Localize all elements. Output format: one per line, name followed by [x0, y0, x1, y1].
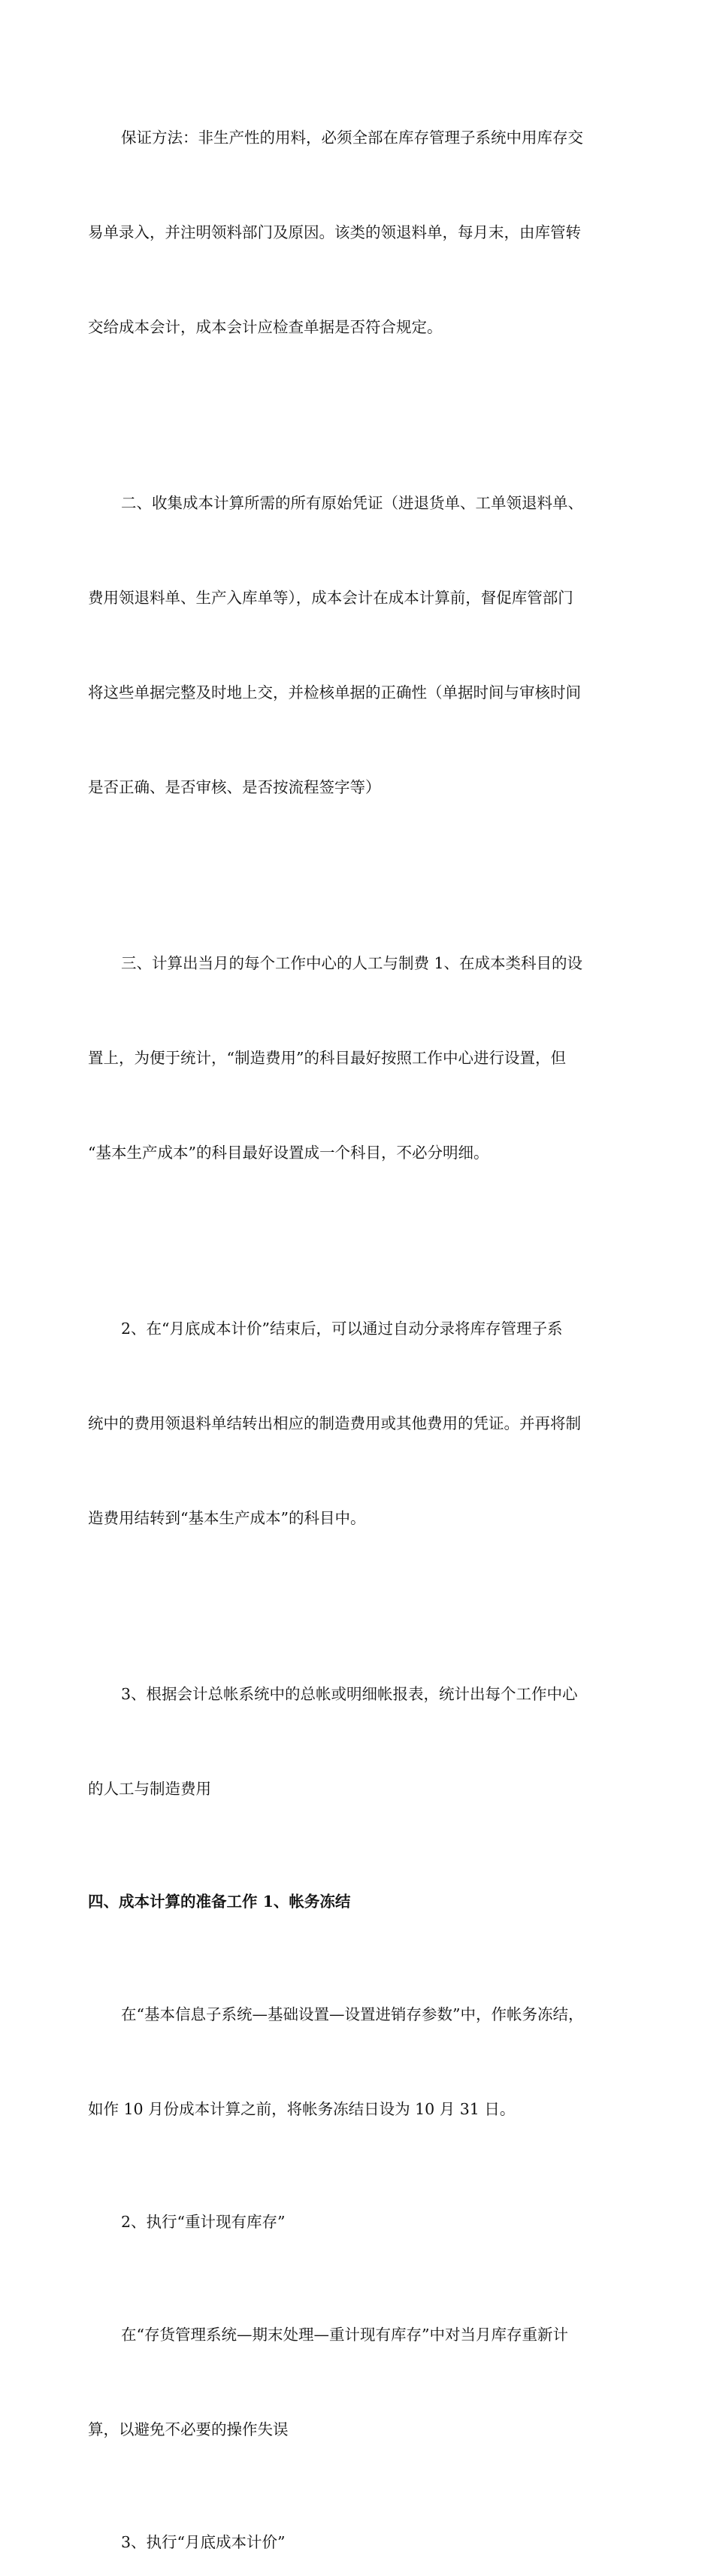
text-line: 统中的费用领退料单结转出相应的制造费用或其他费用的凭证。并再将制 [88, 1414, 581, 1432]
text-line: 在“存货管理系统—期末处理—重计现有库存”中对当月库存重新计 [121, 2326, 568, 2344]
text-line: 二、收集成本计算所需的所有原始凭证（进退货单、工单领退料单、 [121, 494, 583, 512]
text-line: 在“基本信息子系统—基础设置—设置进销存参数”中，作帐务冻结， [121, 2005, 584, 2023]
text-line: 3、根据会计总帐系统中的总帐或明细帐报表，统计出每个工作中心 [121, 1685, 578, 1703]
step-recalculate-inventory: 2、执行“重计现有库存” [121, 2213, 286, 2231]
text-line: 造费用结转到“基本生产成本”的科目中。 [88, 1509, 366, 1527]
text-line: 如作 10 月份成本计算之前，将帐务冻结日设为 10 月 31 日。 [88, 2100, 516, 2118]
paragraph-step-2-auto-entry [88, 1250, 626, 1597]
document-page [88, 59, 626, 2576]
paragraph-calc-labor-overhead [88, 884, 626, 1232]
paragraph-recalculate-inventory [88, 2256, 626, 2508]
text-line: 交给成本会计，成本会计应检查单据是否符合规定。 [88, 318, 443, 336]
paragraph-account-freeze [88, 1935, 626, 2188]
text-line: 2、在“月底成本计价”结束后，可以通过自动分录将库存管理子系 [121, 1320, 563, 1338]
text-line: 是否正确、是否审核、是否按流程签字等） [88, 778, 381, 796]
text-line: 费用领退料单、生产入库单等），成本会计在成本计算前，督促库管部门 [88, 589, 573, 607]
text-line: 算，以避免不必要的操作失误 [88, 2420, 289, 2438]
text-line: “基本生产成本”的科目最好设置成一个科目，不必分明细。 [88, 1144, 489, 1162]
text-line: 易单录入，并注明领料部门及原因。该类的领退料单，每月末，由库管转 [88, 223, 581, 241]
step-month-end-costing: 3、执行“月底成本计价” [121, 2533, 286, 2551]
text-line: 保证方法：非生产性的用料，必须全部在库存管理子系统中用库存交 [121, 129, 583, 147]
paragraph-collect-vouchers [88, 424, 626, 866]
paragraph-guarantee-method [88, 59, 626, 406]
section-heading: 四、成本计算的准备工作 1、帐务冻结 [88, 1893, 351, 1911]
text-line: 将这些单据完整及时地上交，并检核单据的正确性（单据时间与审核时间 [88, 683, 581, 702]
text-line: 置上，为便于统计，“制造费用”的科目最好按照工作中心进行设置，但 [88, 1049, 566, 1067]
paragraph-step-3-ledger [88, 1615, 626, 1868]
text-line: 的人工与制造费用 [88, 1780, 211, 1798]
text-line: 三、计算出当月的每个工作中心的人工与制费 1、在成本类科目的设 [121, 954, 583, 972]
